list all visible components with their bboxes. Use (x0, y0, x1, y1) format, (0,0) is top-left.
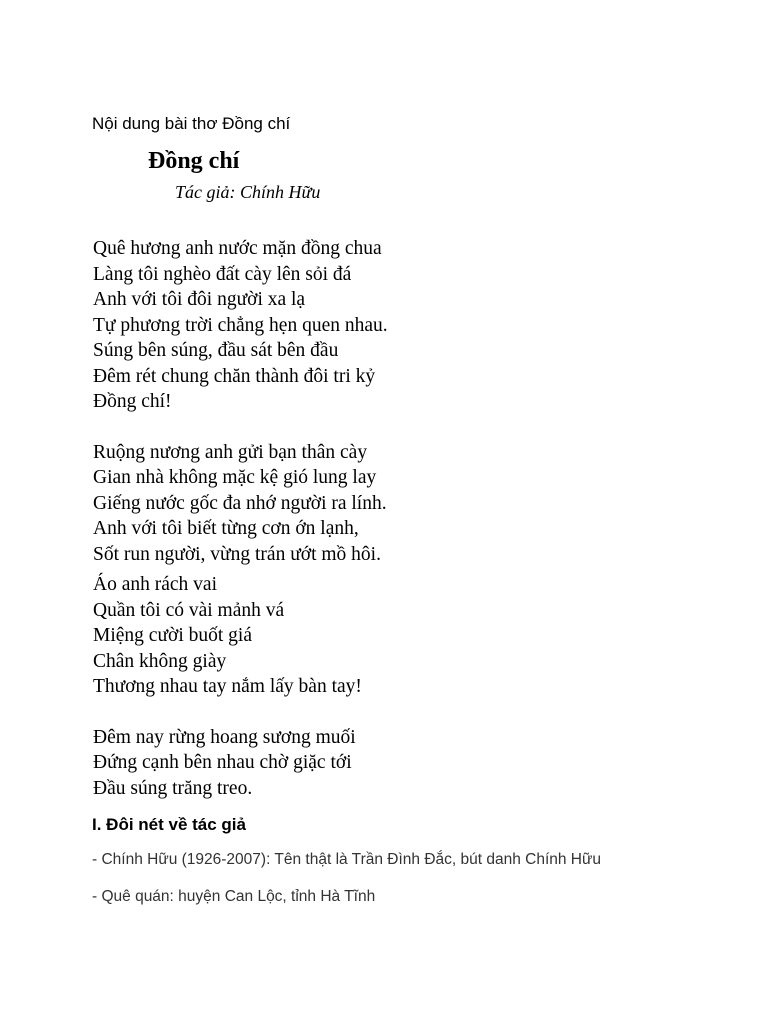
poem-line: Chân không giày (93, 650, 227, 672)
poem-line: Làng tôi nghèo đất cày lên sỏi đá (93, 263, 352, 285)
poem-title: Đồng chí (148, 148, 240, 174)
poem-line: Áo anh rách vai (93, 574, 217, 595)
stanza-2 (93, 440, 388, 568)
poem-line: Quê hương anh nước mặn đồng chua (93, 238, 382, 259)
poem-body (93, 236, 388, 801)
stanza-1 (93, 236, 388, 415)
poem-line: Thương nhau tay nắm lấy bàn tay! (93, 676, 362, 697)
poem-line: Đầu súng trăng treo. (93, 777, 253, 799)
poem-line: Gian nhà không mặc kệ gió lung lay (93, 467, 377, 488)
poem-author: Tác giả: Chính Hữu (175, 182, 321, 202)
poem-line: Đêm nay rừng hoang sương muối (93, 726, 356, 748)
poem-line: Giếng nước gốc đa nhớ người ra lính. (93, 492, 387, 514)
poem-line: Anh với tôi đôi người xa lạ (93, 289, 306, 310)
poem-line: Anh với tôi biết từng cơn ớn lạnh, (93, 518, 359, 539)
poem-line: Ruộng nương anh gửi bạn thân cày (93, 441, 368, 463)
poem-line: Tự phương trời chẳng hẹn quen nhau. (93, 314, 388, 336)
stanza-4 (93, 725, 388, 802)
poem-line: Miệng cười buốt giá (93, 625, 252, 646)
stanza-3 (93, 572, 388, 700)
section-heading: I. Đôi nét về tác giả (92, 815, 246, 834)
poem-line: Đồng chí! (93, 391, 172, 412)
poem-line: Súng bên súng, đầu sát bên đầu (93, 340, 339, 361)
poem-line: Quần tôi có vài mảnh vá (93, 599, 285, 621)
poem-line: Đứng cạnh bên nhau chờ giặc tới (93, 752, 352, 773)
poem-line: Đêm rét chung chăn thành đôi tri kỷ (93, 365, 376, 387)
page-heading: Nội dung bài thơ Đồng chí (92, 114, 291, 133)
author-info-item: - Chính Hữu (1926-2007): Tên thật là Trần Đình Đắc, bút danh Chính Hữu (92, 851, 602, 868)
poem-line: Sốt run người, vừng trán ướt mồ hôi. (93, 543, 381, 565)
hometown-info-item: - Quê quán: huyện Can Lộc, tỉnh Hà Tĩnh (92, 888, 376, 905)
